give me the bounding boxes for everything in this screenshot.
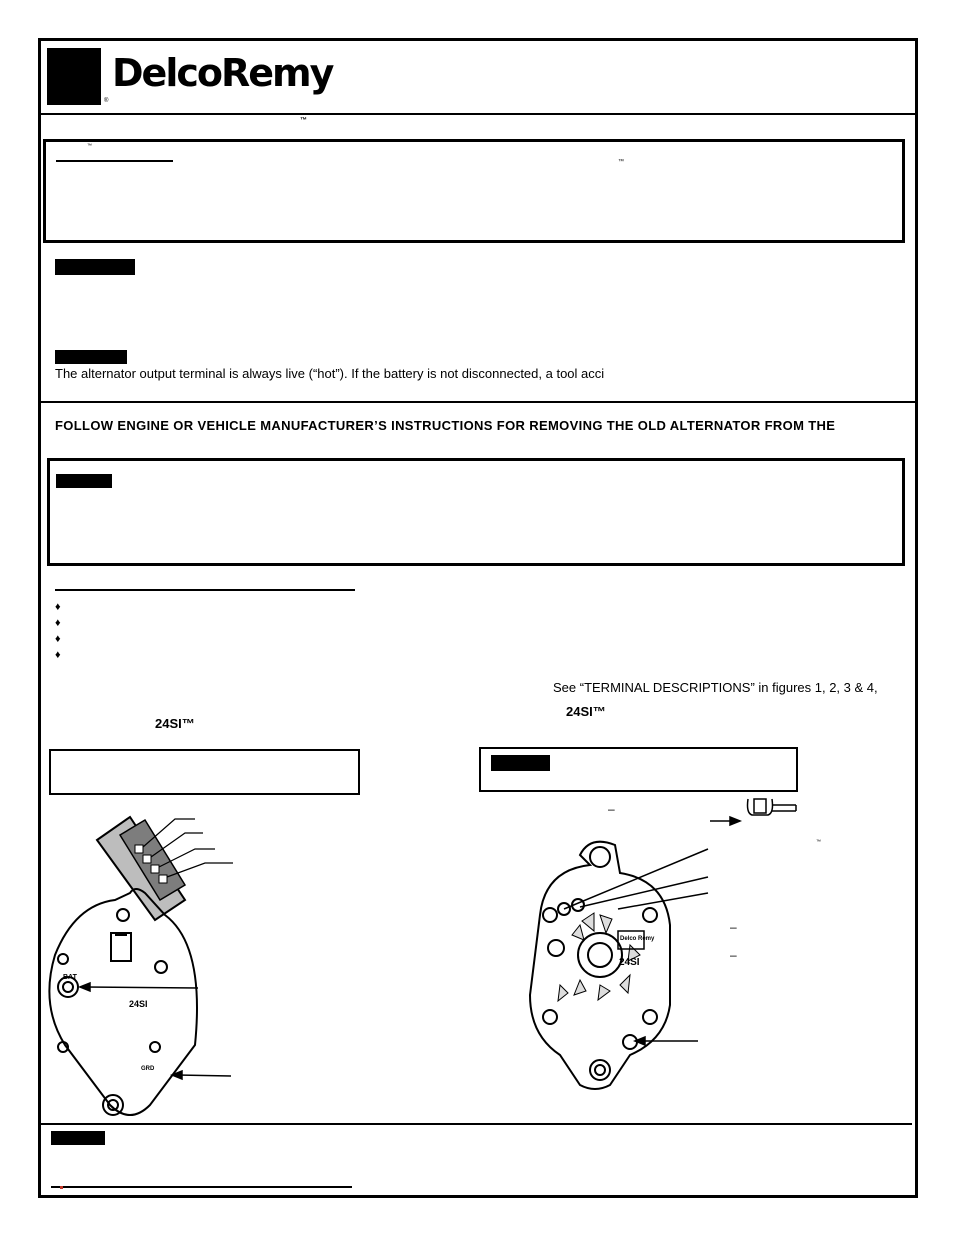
tm-small-right: ™ [816, 839, 821, 845]
logo-wordmark: DelcoRemy [112, 51, 333, 95]
model-label-left: 24SI™ [155, 716, 195, 731]
tools-heading-underline [55, 589, 355, 591]
dash-mid-1: – [730, 920, 737, 934]
caution-label-1 [55, 259, 135, 275]
section-divider-1 [38, 401, 916, 403]
bottom-note-label [51, 1131, 105, 1145]
safety-tm-right: ™ [618, 159, 624, 165]
bat-terminal-label: BAT [63, 974, 77, 981]
terminal-note: See “TERMINAL DESCRIPTIONS” in figures 1, 2, 3 & 4, [553, 680, 878, 695]
alternator-left-figure [35, 805, 250, 1125]
notice-label [56, 474, 112, 488]
bullet-4: ♦ [55, 649, 61, 661]
model-label-right: 24SI™ [566, 704, 606, 719]
brand-label: Delco Remy [620, 936, 655, 942]
figure-left-caption-box [49, 749, 360, 795]
alternator-right-figure [520, 795, 830, 1095]
connector-plug-drawing [97, 817, 185, 920]
bottom-heading-underline [51, 1186, 352, 1188]
right-model-label: 24SI [619, 957, 640, 968]
warning-label [55, 350, 127, 364]
divider-mark [116, 401, 126, 403]
notice-box [47, 458, 905, 566]
dash-mid-2: – [730, 948, 737, 962]
logo-underline [47, 102, 101, 105]
bullet-2: ♦ [55, 617, 61, 629]
warning-text: The alternator output terminal is always live (“hot”). If the battery is not disconnected, a tool acci [55, 366, 605, 381]
safety-info-box [43, 139, 905, 243]
grd-terminal-label: GRD [141, 1066, 155, 1072]
terminal-connector-sketch [748, 799, 797, 815]
bottom-divider [38, 1123, 912, 1125]
removal-heading: FOLLOW ENGINE OR VEHICLE MANUFACTURER’S INSTRUCTIONS FOR REMOVING THE OLD ALTERNATOR FROM THE [55, 418, 836, 433]
bullet-3: ♦ [55, 633, 61, 645]
safety-heading-underline [56, 160, 173, 162]
title-trademark: ™ [300, 117, 307, 124]
dash-top: – [608, 802, 615, 816]
left-model-label: 24SI [129, 999, 148, 1009]
registered-mark: ® [104, 98, 109, 104]
logo-square [47, 48, 101, 102]
safety-tm-small: ™ [87, 143, 92, 149]
bullet-1: ♦ [55, 601, 61, 613]
figure-right-label [491, 755, 550, 771]
header-divider [38, 113, 916, 115]
red-dot-mark [60, 1186, 63, 1189]
